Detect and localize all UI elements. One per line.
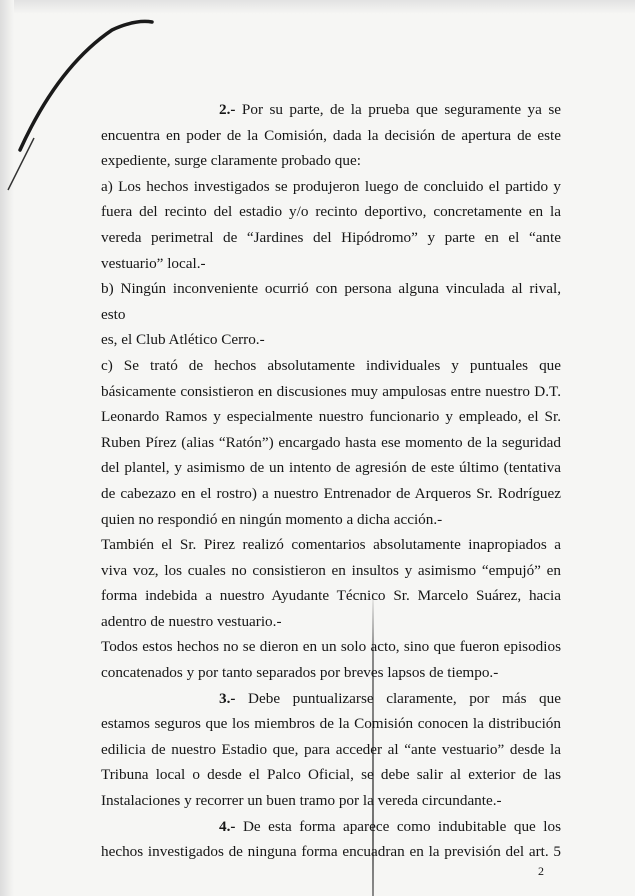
text-line: forma indebida a nuestro Ayudante Técnico Sr. Marcelo Suárez, hacia bbox=[101, 587, 561, 605]
item-c-line: c) Se trató de hechos absolutamente individuales y puntuales que bbox=[101, 356, 561, 374]
text-line: adentro de nuestro vestuario.- bbox=[101, 612, 282, 630]
paragraph-4-line-1: 4.- De esta forma aparece como indubitable que los bbox=[219, 817, 561, 835]
text-line: vestuario” local.- bbox=[101, 254, 206, 272]
text-line: Tribuna local o desde el Palco Oficial, se debe salir al exterior de las bbox=[101, 766, 561, 784]
text-line: hechos investigados de ninguna forma encuadran en la previsión del art. 5 bbox=[101, 843, 561, 861]
section-number: 4.- bbox=[219, 817, 236, 835]
text-line: de cabezazo en el rostro) a nuestro Entrenador de Arqueros Sr. Rodríguez bbox=[101, 484, 561, 502]
text-line: estamos seguros que los miembros de la Comisión conocen la distribución bbox=[101, 715, 561, 733]
paragraph-3-line-1: 3.- Debe puntualizarse claramente, por más que bbox=[219, 689, 561, 707]
text-line: expediente, surge claramente probado que: bbox=[101, 152, 361, 170]
text-line: edilicia de nuestro Estadio que, para acceder al “ante vestuario” desde la bbox=[101, 740, 561, 758]
item-b-line: b) Ningún inconveniente ocurrió con persona alguna vinculada al rival, esto bbox=[101, 280, 561, 323]
text-line: encuentra en poder de la Comisión, dada la decisión de apertura de este bbox=[101, 126, 561, 144]
text-line: quien no respondió en ningún momento a dicha acción.- bbox=[101, 510, 443, 528]
text-line: básicamente consistieron en discusiones muy ampulosas entre nuestro D.T. bbox=[101, 382, 561, 400]
section-number: 3.- bbox=[219, 689, 236, 707]
paragraph-tambien-line: También el Sr. Pirez realizó comentarios absolutamente inapropiados a bbox=[101, 536, 561, 554]
document-body bbox=[101, 97, 561, 865]
paragraph-todos-line: Todos estos hechos no se dieron en un solo acto, sino que fueron episodios bbox=[101, 638, 561, 656]
page-number: 2 bbox=[538, 864, 544, 878]
text-line: Ruben Pírez (alias “Ratón”) encargado hasta ese momento de la seguridad bbox=[101, 433, 561, 451]
text-line: del plantel, y asimismo de un intento de agresión de este último (tentativa bbox=[101, 459, 561, 477]
section-number: 2.- bbox=[219, 101, 236, 118]
text-line: Leonardo Ramos y especialmente nuestro funcionario y empleado, el Sr. bbox=[101, 408, 561, 426]
paragraph-2-line-1: 2.- Por su parte, de la prueba que seguramente ya se bbox=[219, 101, 561, 118]
item-a-line: a) Los hechos investigados se produjeron luego de concluido el partido y bbox=[101, 177, 561, 195]
text-line: vereda perimetral de “Jardines del Hipódromo” y parte en el “ante bbox=[101, 228, 561, 246]
text-line: Instalaciones y recorrer un buen tramo por la vereda circundante.- bbox=[101, 792, 502, 810]
text-line: viva voz, los cuales no consistieron en insultos y asimismo “empujó” en bbox=[101, 561, 561, 579]
text-line: fuera del recinto del estadio y/o recinto deportivo, concretamente en la bbox=[101, 203, 561, 221]
text-line: concatenados y por tanto separados por breves lapsos de tiempo.- bbox=[101, 664, 499, 682]
text-line: es, el Club Atlético Cerro.- bbox=[101, 331, 265, 349]
